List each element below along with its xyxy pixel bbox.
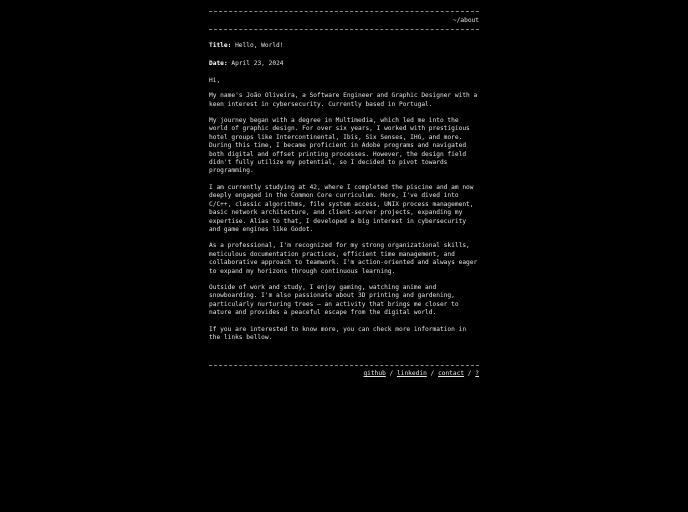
contact-link[interactable]: contact <box>438 370 465 378</box>
title-value: Hello, World! <box>231 42 284 49</box>
link-separator: / <box>426 370 438 378</box>
footer-divider <box>209 365 479 366</box>
linkedin-link[interactable]: linkedin <box>397 370 427 378</box>
top-divider <box>209 11 479 12</box>
post-date <box>209 60 479 68</box>
date-value: April 23, 2024 <box>227 60 284 68</box>
paragraph-closing: If you are interested to know more, you can check more information in the links bellow. <box>209 325 467 341</box>
header-divider <box>209 29 479 30</box>
post-title <box>209 42 479 50</box>
header-path: ~/about <box>452 17 479 24</box>
date-label: Date: <box>209 60 228 68</box>
link-separator: / <box>385 370 397 378</box>
help-link[interactable]: ? <box>475 370 479 378</box>
paragraph-journey: My journey began with a degree in Multimedia, which led me into the world of graphic design. For over six years, I worked with prestigious hotel groups like Intercontinental, Ibis, Six Senses, IHG, and more. During this time, I became proficient in Adobe programs and navigated both digital and offset printing processes. However, the design field didn't fully utilize my potential, so I decided to pivot towards programming. <box>209 117 470 175</box>
paragraph-professional: As a professional, I'm recognized for my strong organizational skills, meticulous documentation practices, efficient time management, and collaborative approach to teamwork. I'm action-oriented and always eager to expand my horizons through continuous learning. <box>209 242 478 275</box>
link-separator: / <box>464 370 476 378</box>
paragraph-hobbies: Outside of work and study, I enjoy gaming, watching anime and snowboarding. I'm also passionate about 3D printing and gardening, particularly nurturing trees — an activity that brings me closer to nature and provides a peaceful escape from the digital world. <box>209 283 459 317</box>
footer-links <box>209 370 479 378</box>
paragraph-intro: My name's João Oliveira, a Software Engineer and Graphic Designer with a keen interest in cybersecurity. Currently based in Portugal. <box>209 92 478 108</box>
paragraph-studies: I am currently studying at 42, where I completed the piscine and am now deeply engaged in the Common Core curriculum. Here, I've dived into C/C++, classic algorithms, file system access, UNIX process management, basic network architecture, and client-server projects, expanding my expertise. Alias to that, I developed a big interest in cybersecurity and game engines like Godot. <box>209 183 474 233</box>
github-link[interactable]: github <box>363 370 386 378</box>
greeting: Hi, <box>209 76 221 84</box>
page-container <box>209 0 479 379</box>
title-label: Title: <box>209 42 232 49</box>
